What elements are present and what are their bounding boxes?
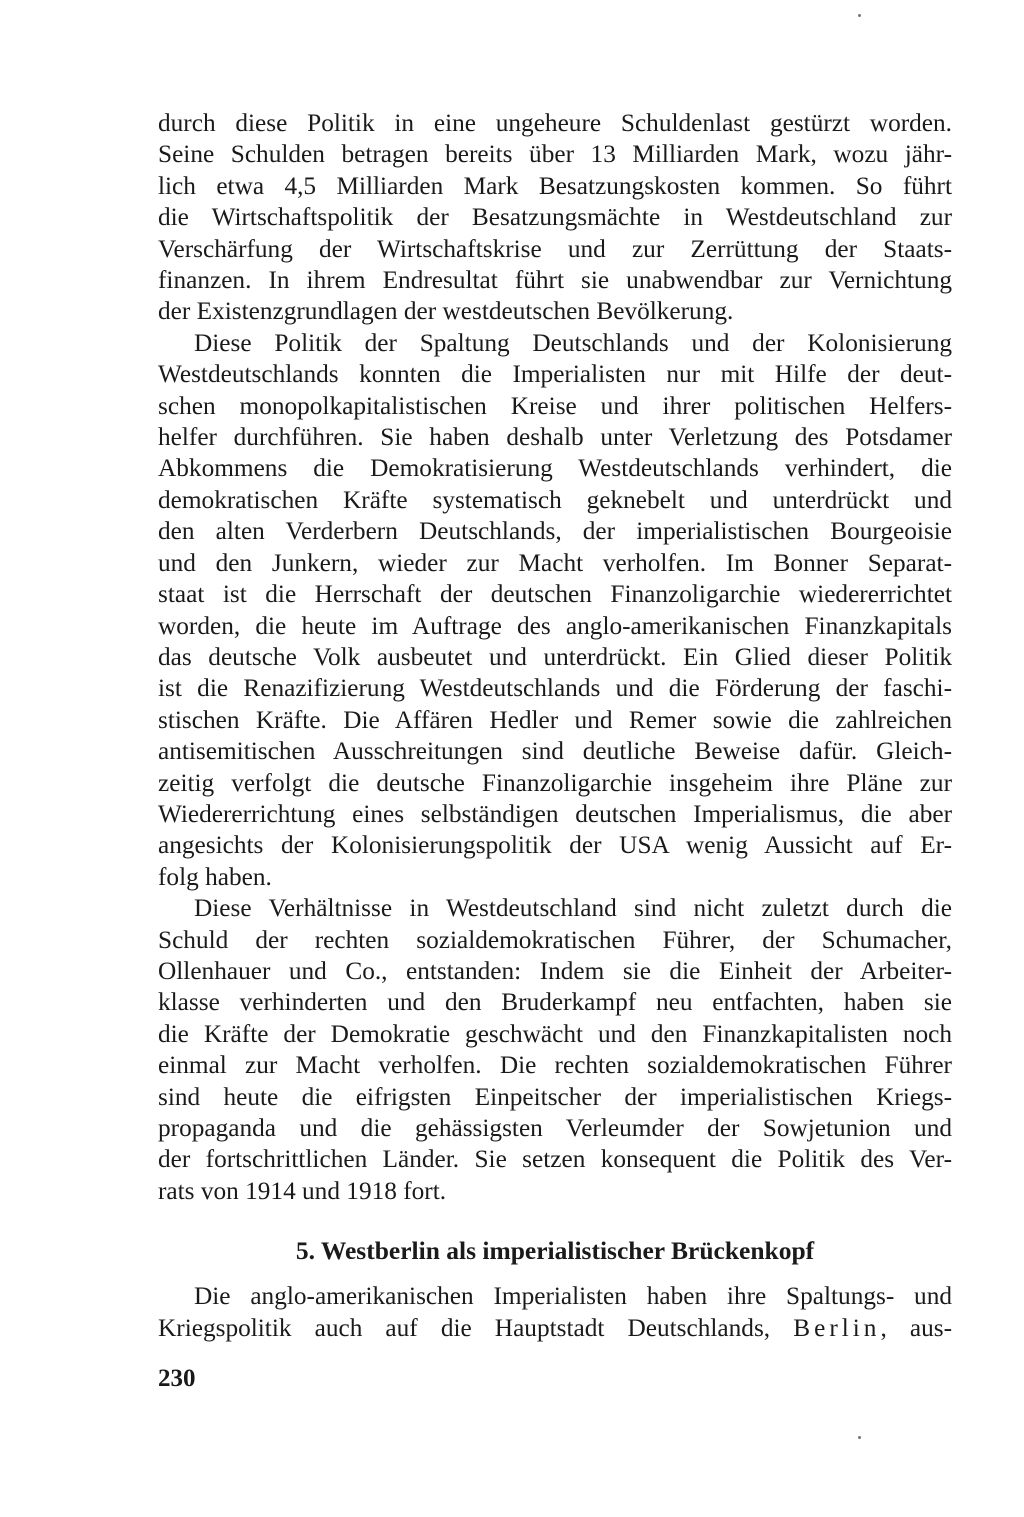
text-line: finanzen. In ihrem Endresultat führt sie unabwendbar zur Vernichtung xyxy=(158,266,952,295)
text-line: durch diese Politik in eine ungeheure Schuldenlast gestürzt worden. xyxy=(158,109,952,137)
paragraph-final xyxy=(158,1281,952,1344)
text-segment: Kriegspolitik auch auf die Hauptstadt Deutschlands, xyxy=(158,1313,771,1342)
text-line: Ollenhauer und Co., entstanden: Indem sie die Einheit der Arbeiter- xyxy=(158,956,952,985)
text-line: Diese Politik der Spaltung Deutschlands und der Kolonisierung xyxy=(194,328,952,357)
text-segment: , aus- xyxy=(880,1313,952,1342)
text-line: propaganda und die gehässigsten Verleumder der Sowjetunion und xyxy=(158,1114,952,1142)
text-line: Schuld der rechten sozialdemokratischen Führer, der Schumacher, xyxy=(158,925,952,954)
text-line: den alten Verderbern Deutschlands, der imperialistischen Bourgeoisie xyxy=(158,517,952,546)
text-line: Seine Schulden betragen bereits über 13 Milliarden Mark, wozu jähr- xyxy=(158,140,952,169)
text-line: Diese Verhältnisse in Westdeutschland sind nicht zuletzt durch die xyxy=(194,894,952,923)
page-number: 230 xyxy=(158,1365,196,1392)
text-line: Wiedererrichtung eines selbständigen deutschen Imperialismus, die aber xyxy=(158,799,952,828)
text-line: demokratischen Kräfte systematisch geknebelt und unterdrückt und xyxy=(158,485,952,514)
text-line: die Kräfte der Demokratie geschwächt und den Finanzkapitalisten noch xyxy=(158,1019,952,1048)
text-line: Die anglo-amerikanischen Imperialisten haben ihre Spaltungs- und xyxy=(194,1282,952,1311)
text-line: das deutsche Volk ausbeutet und unterdrückt. Ein Glied dieser Politik xyxy=(158,642,952,671)
document-page xyxy=(158,108,952,1344)
text-line: antisemitischen Ausschreitungen sind deutliche Beweise dafür. Gleich- xyxy=(158,737,952,766)
text-line: der Existenzgrundlagen der westdeutschen Bevölkerung. xyxy=(158,297,734,326)
paragraph-1 xyxy=(158,108,952,328)
paragraph-3 xyxy=(158,893,952,1207)
section-heading: 5. Westberlin als imperialistischer Brückenkopf xyxy=(295,1236,815,1266)
text-line: rats von 1914 und 1918 fort. xyxy=(158,1176,447,1205)
text-line: der fortschrittlichen Länder. Sie setzen konsequent die Politik des Ver- xyxy=(158,1145,952,1174)
text-line: lich etwa 4,5 Milliarden Mark Besatzungskosten kommen. So führt xyxy=(158,171,952,200)
text-line: ist die Renazifizierung Westdeutschlands und die Förderung der faschi- xyxy=(158,674,952,703)
scan-speck xyxy=(858,14,861,17)
scan-speck xyxy=(858,1436,861,1439)
text-line: Abkommens die Demokratisierung Westdeutschlands verhindert, die xyxy=(158,454,952,483)
text-line: klasse verhinderten und den Bruderkampf neu entfachten, haben sie xyxy=(158,988,952,1017)
text-line: Verschärfung der Wirtschaftskrise und zur Zerrüttung der Staats- xyxy=(158,234,952,263)
text-line: die Wirtschaftspolitik der Besatzungsmächte in Westdeutschland zur xyxy=(158,203,952,232)
text-line: einmal zur Macht verholfen. Die rechten sozialdemokratischen Führer xyxy=(158,1051,952,1080)
body-text xyxy=(158,108,952,1207)
text-line: staat ist die Herrschaft der deutschen Finanzoligarchie wiedererrichtet xyxy=(158,580,952,609)
text-line: schen monopolkapitalistischen Kreise und ihrer politischen Helfers- xyxy=(158,391,952,420)
text-line: helfer durchführen. Sie haben deshalb unter Verletzung des Potsdamer xyxy=(158,423,952,452)
text-line: Westdeutschlands konnten die Imperialisten nur mit Hilfe der deut- xyxy=(158,360,952,389)
text-line: worden, die heute im Auftrage des anglo-amerikanischen Finanzkapitals xyxy=(158,611,952,640)
text-line: sind heute die eifrigsten Einpeitscher der imperialistischen Kriegs- xyxy=(158,1082,952,1111)
text-line: folg haben. xyxy=(158,862,272,891)
text-line: angesichts der Kolonisierungspolitik der USA wenig Aussicht auf Er- xyxy=(158,831,952,860)
text-line: stischen Kräfte. Die Affären Hedler und Remer sowie die zahlreichen xyxy=(158,705,952,734)
paragraph-2 xyxy=(158,328,952,893)
text-line xyxy=(158,1313,952,1344)
text-line: zeitig verfolgt die deutsche Finanzoligarchie insgeheim ihre Pläne zur xyxy=(158,768,952,797)
spaced-word: Berlin xyxy=(793,1313,881,1342)
text-line: und den Junkern, wieder zur Macht verholfen. Im Bonner Separat- xyxy=(158,548,952,577)
